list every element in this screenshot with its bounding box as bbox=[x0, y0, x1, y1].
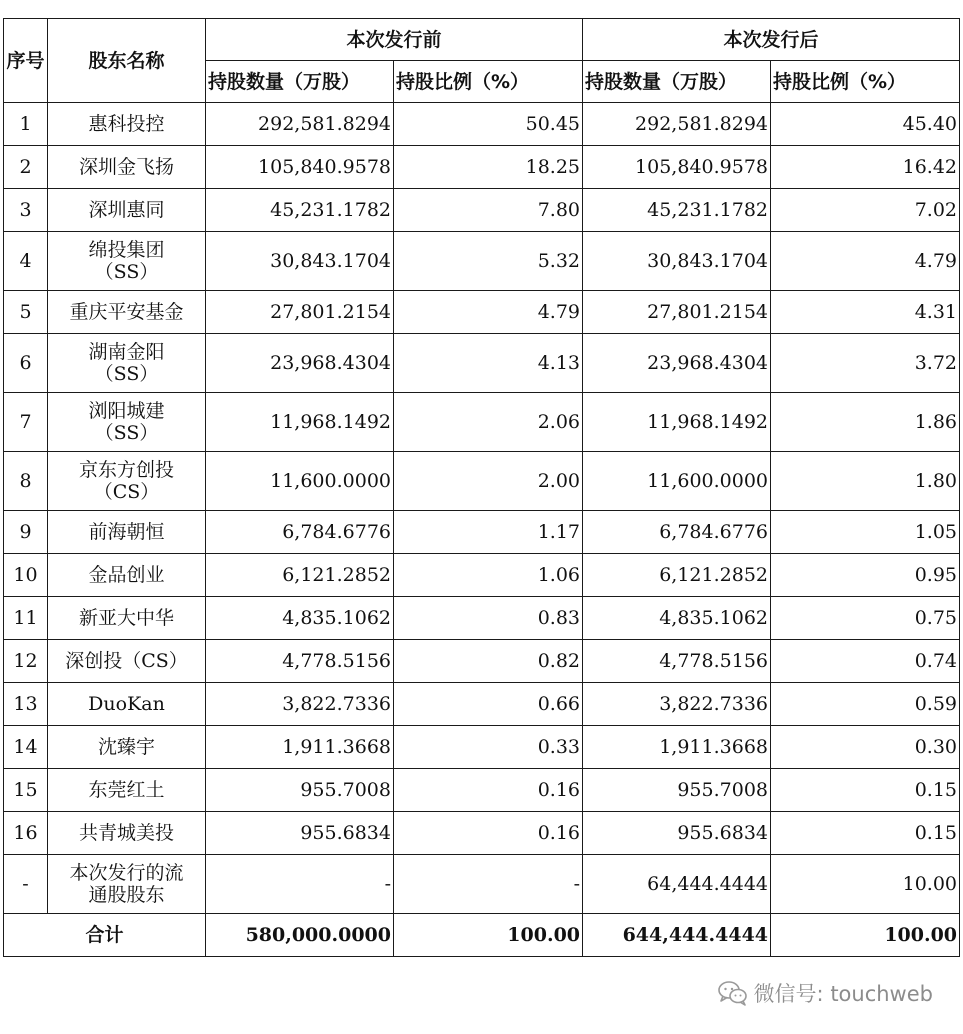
after-ratio: 10.00 bbox=[771, 855, 960, 914]
after-ratio: 1.80 bbox=[771, 452, 960, 511]
shareholder-name-line1: 绵投集团 bbox=[88, 239, 165, 261]
before-shares: 30,843.1704 bbox=[206, 232, 394, 291]
after-ratio: 4.31 bbox=[771, 291, 960, 334]
before-ratio: 0.16 bbox=[394, 769, 583, 812]
after-ratio: 45.40 bbox=[771, 103, 960, 146]
table-row bbox=[4, 640, 960, 683]
before-shares: 6,784.6776 bbox=[206, 511, 394, 554]
header-before-shares: 持股数量（万股） bbox=[206, 61, 394, 103]
after-ratio: 0.59 bbox=[771, 683, 960, 726]
before-shares: 4,835.1062 bbox=[206, 597, 394, 640]
after-shares: 4,835.1062 bbox=[583, 597, 771, 640]
after-shares: 292,581.8294 bbox=[583, 103, 771, 146]
after-shares: 3,822.7336 bbox=[583, 683, 771, 726]
shareholder-name-line1: 金品创业 bbox=[88, 564, 165, 586]
table-row bbox=[4, 146, 960, 189]
row-number: 5 bbox=[4, 291, 48, 334]
before-shares: 105,840.9578 bbox=[206, 146, 394, 189]
header-name: 股东名称 bbox=[48, 19, 206, 103]
before-ratio: 0.16 bbox=[394, 812, 583, 855]
shareholder-name-line1: DuoKan bbox=[88, 693, 165, 715]
after-shares: 955.6834 bbox=[583, 812, 771, 855]
before-ratio: 1.06 bbox=[394, 554, 583, 597]
header-row-1 bbox=[4, 19, 960, 61]
table-row bbox=[4, 554, 960, 597]
total-before-shares: 580,000.0000 bbox=[206, 914, 394, 957]
table-row bbox=[4, 393, 960, 452]
after-shares: 11,968.1492 bbox=[583, 393, 771, 452]
row-number: 6 bbox=[4, 334, 48, 393]
header-seq: 序号 bbox=[4, 19, 48, 103]
shareholder-name-line1: 新亚大中华 bbox=[78, 607, 174, 629]
before-shares: 1,911.3668 bbox=[206, 726, 394, 769]
after-ratio: 1.86 bbox=[771, 393, 960, 452]
table-row bbox=[4, 769, 960, 812]
after-shares: 6,784.6776 bbox=[583, 511, 771, 554]
shareholder-name-line1: 深圳惠同 bbox=[88, 199, 165, 221]
row-number: 16 bbox=[4, 812, 48, 855]
after-shares: 1,911.3668 bbox=[583, 726, 771, 769]
before-shares: 955.6834 bbox=[206, 812, 394, 855]
after-ratio: 0.15 bbox=[771, 769, 960, 812]
total-label: 合计 bbox=[4, 914, 206, 957]
after-ratio: 7.02 bbox=[771, 189, 960, 232]
after-shares: 30,843.1704 bbox=[583, 232, 771, 291]
before-shares: 27,801.2154 bbox=[206, 291, 394, 334]
before-shares: 23,968.4304 bbox=[206, 334, 394, 393]
row-number: 15 bbox=[4, 769, 48, 812]
shareholder-name-line1: 沈臻宇 bbox=[97, 736, 155, 758]
row-number: 10 bbox=[4, 554, 48, 597]
shareholder-name bbox=[48, 103, 206, 146]
before-shares: 292,581.8294 bbox=[206, 103, 394, 146]
shareholder-name bbox=[48, 232, 206, 291]
shareholder-name bbox=[48, 511, 206, 554]
header-before: 本次发行前 bbox=[206, 19, 583, 61]
header-before-ratio: 持股比例（%） bbox=[394, 61, 583, 103]
shareholder-name-line1: 浏阳城建 bbox=[88, 400, 165, 422]
before-shares: 6,121.2852 bbox=[206, 554, 394, 597]
shareholder-name bbox=[48, 334, 206, 393]
shareholder-name bbox=[48, 726, 206, 769]
before-ratio: 1.17 bbox=[394, 511, 583, 554]
shareholder-name bbox=[48, 769, 206, 812]
shareholder-name bbox=[48, 291, 206, 334]
shareholder-name bbox=[48, 855, 206, 914]
shareholder-name-line1: 东莞红土 bbox=[88, 779, 165, 801]
total-after-ratio: 100.00 bbox=[771, 914, 960, 957]
before-ratio: 5.32 bbox=[394, 232, 583, 291]
after-ratio: 3.72 bbox=[771, 334, 960, 393]
after-shares: 4,778.5156 bbox=[583, 640, 771, 683]
after-shares: 23,968.4304 bbox=[583, 334, 771, 393]
row-number: 11 bbox=[4, 597, 48, 640]
row-number: 7 bbox=[4, 393, 48, 452]
shareholder-name-line1: 深创投（CS） bbox=[65, 650, 188, 672]
table-row bbox=[4, 597, 960, 640]
row-number: 8 bbox=[4, 452, 48, 511]
before-shares: 4,778.5156 bbox=[206, 640, 394, 683]
row-number: 2 bbox=[4, 146, 48, 189]
after-shares: 64,444.4444 bbox=[583, 855, 771, 914]
row-number: 4 bbox=[4, 232, 48, 291]
after-ratio: 16.42 bbox=[771, 146, 960, 189]
after-ratio: 0.74 bbox=[771, 640, 960, 683]
shareholder-name-line2: （CS） bbox=[93, 481, 160, 503]
shareholder-name bbox=[48, 597, 206, 640]
shareholder-name-line1: 前海朝恒 bbox=[88, 521, 165, 543]
shareholder-name bbox=[48, 554, 206, 597]
after-ratio: 1.05 bbox=[771, 511, 960, 554]
shareholder-name bbox=[48, 393, 206, 452]
after-shares: 105,840.9578 bbox=[583, 146, 771, 189]
before-ratio: 0.82 bbox=[394, 640, 583, 683]
shareholder-name bbox=[48, 452, 206, 511]
header-after-shares: 持股数量（万股） bbox=[583, 61, 771, 103]
shareholder-name bbox=[48, 812, 206, 855]
shareholder-name bbox=[48, 640, 206, 683]
shareholder-name-line1: 重庆平安基金 bbox=[69, 301, 184, 323]
before-shares: 45,231.1782 bbox=[206, 189, 394, 232]
row-number: 13 bbox=[4, 683, 48, 726]
before-ratio: 18.25 bbox=[394, 146, 583, 189]
before-ratio: 0.66 bbox=[394, 683, 583, 726]
before-ratio: 2.06 bbox=[394, 393, 583, 452]
before-ratio: 0.83 bbox=[394, 597, 583, 640]
shareholder-name bbox=[48, 146, 206, 189]
table-row bbox=[4, 812, 960, 855]
shareholder-name-line1: 京东方创投 bbox=[78, 459, 174, 481]
before-shares: 11,968.1492 bbox=[206, 393, 394, 452]
before-shares: 11,600.0000 bbox=[206, 452, 394, 511]
table-row bbox=[4, 511, 960, 554]
shareholder-name-line1: 共青城美投 bbox=[78, 822, 174, 844]
row-number: 1 bbox=[4, 103, 48, 146]
header-after: 本次发行后 bbox=[583, 19, 960, 61]
shareholder-name-line1: 惠科投控 bbox=[88, 113, 165, 135]
table-row bbox=[4, 189, 960, 232]
shareholding-table bbox=[3, 18, 960, 957]
shareholder-name-line1: 湖南金阳 bbox=[88, 341, 165, 363]
after-shares: 45,231.1782 bbox=[583, 189, 771, 232]
table-row bbox=[4, 855, 960, 914]
shareholder-name-line2: （SS） bbox=[94, 261, 159, 283]
wechat-id-text: 微信号: touchweb bbox=[753, 982, 933, 1006]
table-row bbox=[4, 334, 960, 393]
shareholder-name-line2: 通股股东 bbox=[88, 884, 165, 906]
before-shares: 3,822.7336 bbox=[206, 683, 394, 726]
after-ratio: 0.95 bbox=[771, 554, 960, 597]
row-number: - bbox=[4, 855, 48, 914]
shareholder-name bbox=[48, 683, 206, 726]
after-ratio: 4.79 bbox=[771, 232, 960, 291]
header-after-ratio: 持股比例（%） bbox=[771, 61, 960, 103]
shareholder-name-line2: （SS） bbox=[94, 363, 159, 385]
wechat-icon bbox=[718, 980, 748, 1006]
after-shares: 11,600.0000 bbox=[583, 452, 771, 511]
after-ratio: 0.75 bbox=[771, 597, 960, 640]
table-row bbox=[4, 683, 960, 726]
row-number: 14 bbox=[4, 726, 48, 769]
before-ratio: 4.13 bbox=[394, 334, 583, 393]
table-row bbox=[4, 232, 960, 291]
total-row bbox=[4, 914, 960, 957]
after-shares: 27,801.2154 bbox=[583, 291, 771, 334]
before-shares: 955.7008 bbox=[206, 769, 394, 812]
before-ratio: 50.45 bbox=[394, 103, 583, 146]
before-ratio: 0.33 bbox=[394, 726, 583, 769]
before-ratio: 7.80 bbox=[394, 189, 583, 232]
shareholder-name-line1: 本次发行的流 bbox=[69, 862, 184, 884]
table-row bbox=[4, 452, 960, 511]
after-shares: 6,121.2852 bbox=[583, 554, 771, 597]
row-number: 9 bbox=[4, 511, 48, 554]
shareholder-name-line1: 深圳金飞扬 bbox=[78, 156, 174, 178]
after-shares: 955.7008 bbox=[583, 769, 771, 812]
before-ratio: - bbox=[394, 855, 583, 914]
row-number: 3 bbox=[4, 189, 48, 232]
after-ratio: 0.30 bbox=[771, 726, 960, 769]
row-number: 12 bbox=[4, 640, 48, 683]
after-ratio: 0.15 bbox=[771, 812, 960, 855]
table-row bbox=[4, 726, 960, 769]
before-ratio: 4.79 bbox=[394, 291, 583, 334]
before-shares: - bbox=[206, 855, 394, 914]
total-after-shares: 644,444.4444 bbox=[583, 914, 771, 957]
shareholder-name bbox=[48, 189, 206, 232]
table-row bbox=[4, 103, 960, 146]
before-ratio: 2.00 bbox=[394, 452, 583, 511]
total-before-ratio: 100.00 bbox=[394, 914, 583, 957]
shareholder-name-line2: （SS） bbox=[94, 422, 159, 444]
wechat-watermark bbox=[718, 978, 933, 1008]
table-row bbox=[4, 291, 960, 334]
